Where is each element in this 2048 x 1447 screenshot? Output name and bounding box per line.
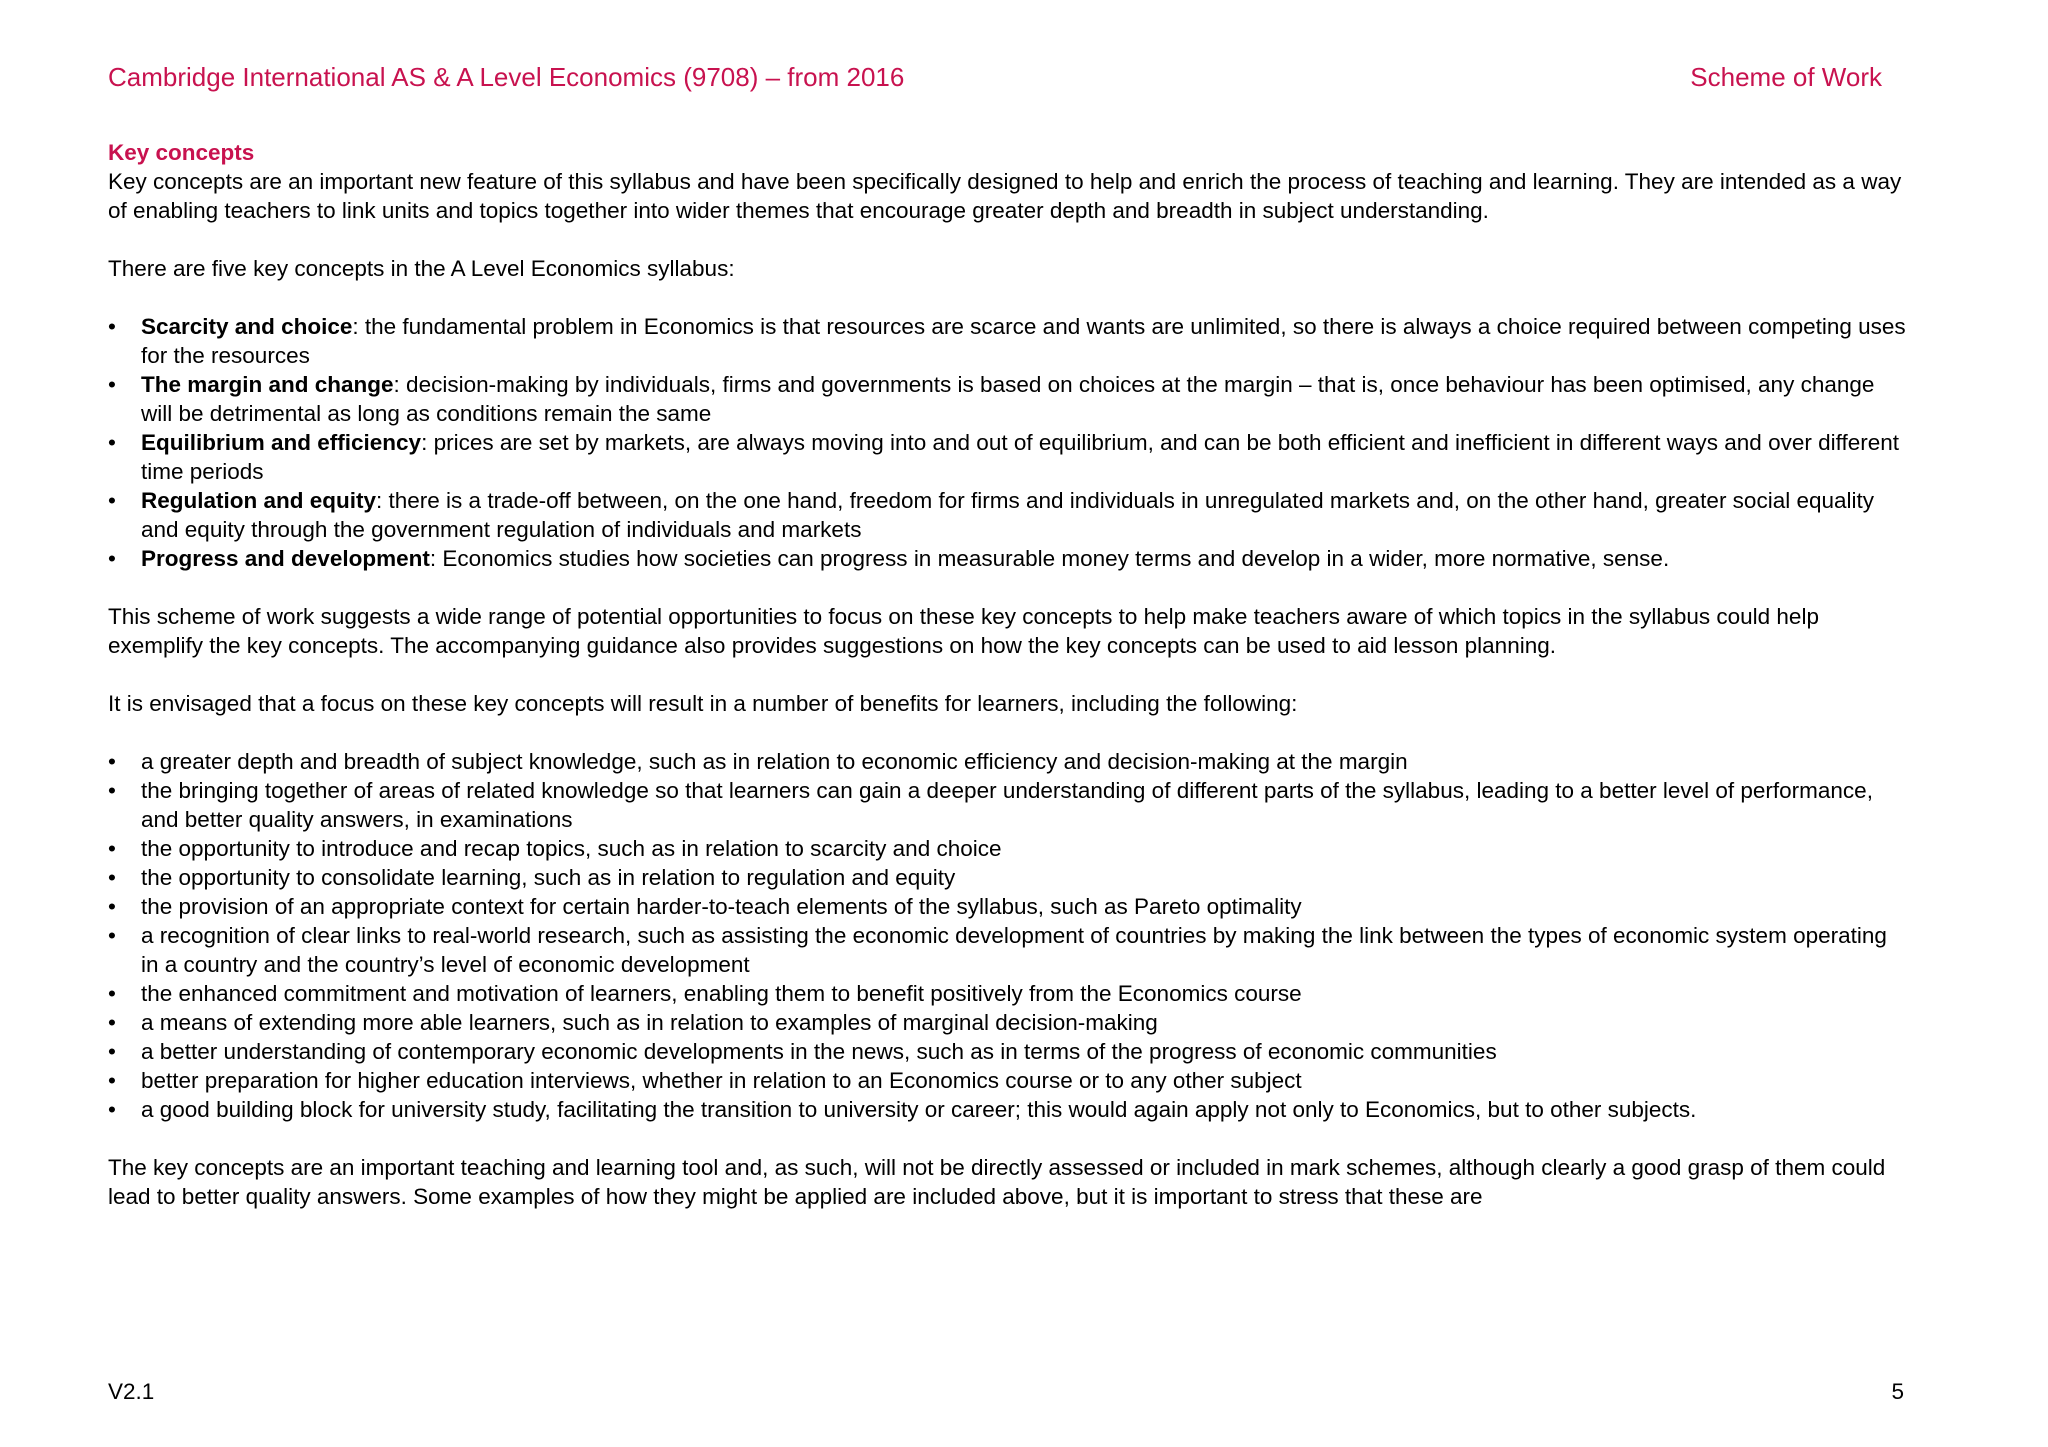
main-content <box>108 138 1908 1211</box>
list-item: • a greater depth and breadth of subject knowledge, such as in relation to economic efficiency and decision-making at the margin <box>108 747 1908 776</box>
list-item: • the bringing together of areas of related knowledge so that learners can gain a deeper understanding of different parts of the syllabus, leading to a better level of performance, and better quality answers, in examinations <box>108 776 1908 834</box>
key-concepts-list <box>108 312 1908 573</box>
concept-description: : decision-making by individuals, firms and governments is based on choices at the margin – that is, once behaviour has been optimised, any change will be detrimental as long as conditions remain the same <box>141 372 1875 426</box>
page-header <box>108 62 1882 92</box>
benefits-intro: It is envisaged that a focus on these key concepts will result in a number of benefits for learners, including the following: <box>108 691 1298 716</box>
list-item: • the opportunity to introduce and recap topics, such as in relation to scarcity and choice <box>108 834 1908 863</box>
list-item <box>108 428 1908 486</box>
list-item: • the opportunity to consolidate learning, such as in relation to regulation and equity <box>108 863 1908 892</box>
closing-paragraph: The key concepts are an important teaching and learning tool and, as such, will not be directly assessed or included in mark schemes, although clearly a good grasp of them could lead to better quality answers. Some examples of how they might be applied are included above, but it is important to stress that these are <box>108 1155 1886 1209</box>
list-item: • a better understanding of contemporary economic developments in the news, such as in terms of the progress of economic communities <box>108 1037 1908 1066</box>
version-label: V2.1 <box>108 1379 155 1404</box>
concept-term: Regulation and equity <box>141 488 377 513</box>
document-type-label: Scheme of Work <box>1690 62 1882 92</box>
scheme-paragraph: This scheme of work suggests a wide range of potential opportunities to focus on these key concepts to help make teachers aware of which topics in the syllabus could help exemplify the key concepts. The accompanying guidance also provides suggestions on how the key concepts can be used to aid lesson planning. <box>108 604 1819 658</box>
list-item: • a recognition of clear links to real-world research, such as assisting the economic development of countries by making the link between the types of economic system operating in a country and the country’s level of economic development <box>108 921 1908 979</box>
five-concepts-intro: There are five key concepts in the A Level Economics syllabus: <box>108 256 735 281</box>
section-heading: Key concepts <box>108 140 255 165</box>
list-item: • the provision of an appropriate context for certain harder-to-teach elements of the syllabus, such as Pareto optimality <box>108 892 1908 921</box>
benefits-list <box>108 747 1908 1124</box>
page-footer <box>108 1378 1904 1406</box>
list-item <box>108 486 1908 544</box>
list-item <box>108 370 1908 428</box>
concept-term: The margin and change <box>141 372 394 397</box>
concept-description: : Economics studies how societies can progress in measurable money terms and develop in a wider, more normative, sense. <box>429 546 1670 571</box>
concept-term: Progress and development <box>141 546 430 571</box>
list-item: • a good building block for university study, facilitating the transition to university or career; this would again apply not only to Economics, but to other subjects. <box>108 1095 1908 1124</box>
concept-description: : the fundamental problem in Economics is that resources are scarce and wants are unlimited, so there is always a choice required between competing uses for the resources <box>141 314 1906 368</box>
list-item: • a means of extending more able learners, such as in relation to examples of marginal decision-making <box>108 1008 1908 1037</box>
list-item <box>108 312 1908 370</box>
intro-paragraph: Key concepts are an important new feature of this syllabus and have been specifically designed to help and enrich the process of teaching and learning. They are intended as a way of enabling teachers to link units and topics together into wider themes that encourage greater depth and breadth in subject understanding. <box>108 169 1902 223</box>
list-item <box>108 544 1908 573</box>
page-number: 5 <box>1891 1379 1904 1404</box>
concept-description: : prices are set by markets, are always moving into and out of equilibrium, and can be both efficient and inefficient in different ways and over different time periods <box>141 430 1899 484</box>
concept-description: : there is a trade-off between, on the one hand, freedom for firms and individuals in unregulated markets and, on the other hand, greater social equality and equity through the government regulation of individuals and markets <box>141 488 1875 542</box>
list-item: • better preparation for higher education interviews, whether in relation to an Economics course or to any other subject <box>108 1066 1908 1095</box>
concept-term: Scarcity and choice <box>141 314 353 339</box>
concept-term: Equilibrium and efficiency <box>141 430 422 455</box>
list-item: • the enhanced commitment and motivation of learners, enabling them to benefit positively from the Economics course <box>108 979 1908 1008</box>
document-title: Cambridge International AS & A Level Economics (9708) – from 2016 <box>108 62 905 92</box>
